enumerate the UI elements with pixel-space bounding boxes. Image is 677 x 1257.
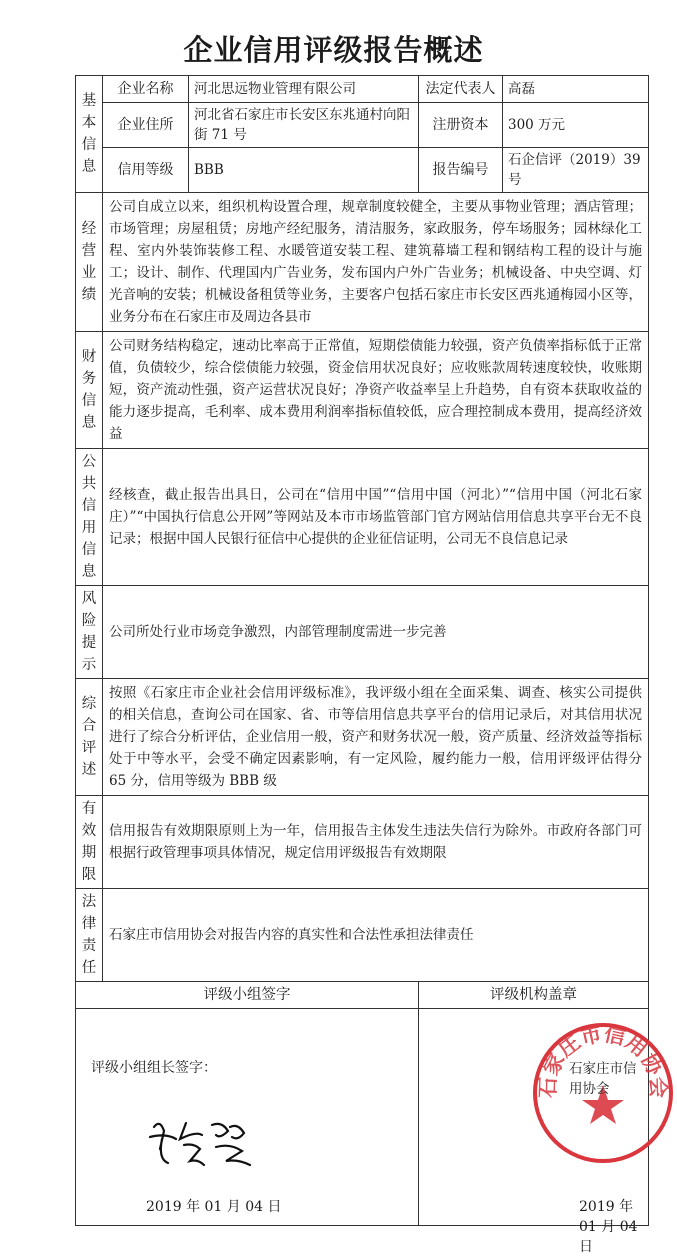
overall-text: 按照《石家庄市企业社会信用评级标准》，我评级小组在全面采集、调查、核实公司提供的相关信息，查询公司在国家、省、市等信用信息共享平台的信用记录后，对其信用状况进行了综合分析评估，企业信用一般，资产和财务状况一般，资产质量、经济效益等指标处于中等水平，会受不确定因素影响，有一定风险，履约能力一般，信用评级评估得分 65 分，信用等级为 BBB 级: [103, 679, 649, 796]
agency-stamp-area: [419, 1009, 671, 1255]
page-title: 企业信用评级报告概述: [183, 33, 484, 67]
address-value: 河北省石家庄市长安区东兆通村向阳街 71 号: [189, 103, 419, 148]
risk-text: 公司所处行业市场竞争激烈，内部管理制度需进一步完善: [103, 586, 649, 679]
validity-text: 信用报告有效期限原则上为一年，信用报告主体发生违法失信行为除外。市政府各部门可根据行政管理事项具体情况，规定信用评级报告有效期限: [103, 796, 649, 889]
business-label: 经营业绩: [76, 193, 103, 332]
report-no-value: 石企信评（2019）39 号: [503, 148, 649, 193]
company-name-label: 企业名称: [103, 76, 189, 103]
handwritten-signature: [146, 1109, 266, 1169]
legal-text: 石家庄市信用协会对报告内容的真实性和合法性承担法律责任: [103, 889, 649, 982]
group-sign-area: [76, 1009, 419, 1226]
agency-name: 石家庄市信用协会: [569, 1061, 637, 1097]
grade-value: BBB: [189, 148, 419, 193]
capital-label: 注册资本: [419, 103, 503, 148]
legal-rep-value: 高磊: [503, 76, 649, 103]
report-no-label: 报告编号: [419, 148, 503, 193]
business-text: 公司自成立以来，组织机构设置合理，规章制度较健全，主要从事物业管理；酒店管理；市场管理；房屋租赁；房地产经纪服务，清洁服务，家政服务，停车场服务；园林绿化工程、室内外装饰装修工程、水暖管道安装工程、建筑幕墙工程和钢结构工程的设计与施工；设计、制作、代理国内广告业务，发布国内户外广告业务；机械设备、中央空调、灯光音响的安装；机械设备租赁等业务，主要客户包括石家庄市长安区西兆通梅园小区等，业务分布在石家庄市及周边各县市: [103, 193, 649, 332]
group-sign-header: 评级小组签字: [76, 982, 419, 1009]
address-label: 企业住所: [103, 103, 189, 148]
public-credit-label: 公共信用信息: [76, 449, 103, 586]
validity-label: 有效期限: [76, 796, 103, 889]
seal-text: 石家庄市信用协会: [535, 1021, 671, 1099]
capital-value: 300 万元: [503, 103, 649, 148]
grade-label: 信用等级: [103, 148, 189, 193]
public-credit-text: 经核查，截止报告出具日，公司在“信用中国”“信用中国（河北）”“信用中国（河北石家庄）”“中国执行信息公开网”等网站及本市市场监管部门官方网站信用信息共享平台无不良记录；根据中国人民银行征信中心提供的企业征信证明，公司无不良信息记录: [103, 449, 649, 586]
legal-rep-label: 法定代表人: [419, 76, 503, 103]
overall-label: 综合评述: [76, 679, 103, 796]
leader-sign-label: 评级小组组长签字：: [91, 1060, 217, 1076]
finance-text: 公司财务结构稳定，速动比率高于正常值，短期偿债能力较强，资产负债率指标低于正常值，负债较少，综合偿债能力较强，资金信用状况良好；应收账款周转速度较快，收账期短，资产流动性强，资产运营状况良好；净资产收益率呈上升趋势，自有资本获取收益的能力逐步提高，毛利率、成本费用利润率指标值较低，应合理控制成本费用，提高经济效益: [103, 332, 649, 449]
report-table: [75, 75, 671, 1255]
basic-info-label: 基本信息: [76, 76, 103, 193]
agency-stamp-date: 2019 年 01 月 04 日: [579, 1199, 638, 1255]
company-name-value: 河北思远物业管理有限公司: [189, 76, 419, 103]
agency-stamp-header: 评级机构盖章: [419, 982, 649, 1009]
legal-label: 法律责任: [76, 889, 103, 982]
finance-label: 财务信息: [76, 332, 103, 449]
risk-label: 风险提示: [76, 586, 103, 679]
group-sign-date: 2019 年 01 月 04 日: [146, 1199, 282, 1215]
